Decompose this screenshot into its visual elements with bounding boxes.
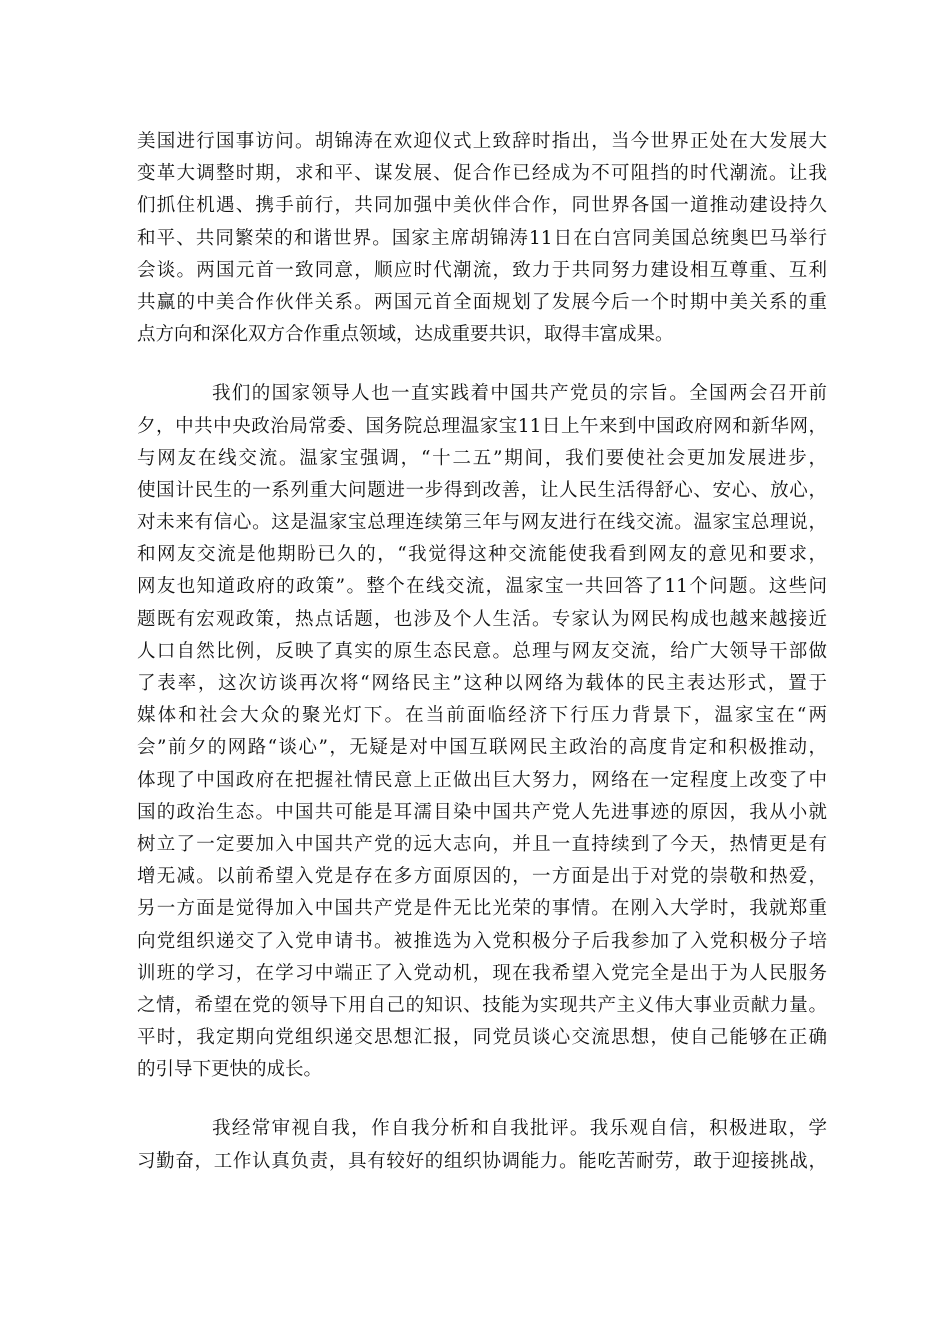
- paragraph-1: [137, 126, 827, 351]
- text-line: 变革大调整时期，求和平、谋发展、促合作已经成为不可阻挡的时代潮流。让我: [137, 163, 827, 185]
- text-line: 和网友交流是他期盼已久的，“我觉得这种交流能使我看到网友的意见和要求，: [137, 544, 827, 566]
- text-line: 共赢的中美合作伙伴关系。两国元首全面规划了发展今后一个时期中美关系的重: [137, 291, 827, 313]
- text-line: 增无减。以前希望入党是存在多方面原因的，一方面是出于对党的崇敬和热爱，: [137, 866, 827, 888]
- text-line: 的引导下更快的成长。: [137, 1059, 323, 1081]
- text-line: 习勤奋，工作认真负责，具有较好的组织协调能力。能吃苦耐劳，敢于迎接挑战，: [137, 1150, 827, 1172]
- text-line: 使国计民生的一系列重大问题进一步得到改善，让人民生活得舒心、安心、放心，: [137, 479, 827, 501]
- paragraph-3: [137, 1113, 827, 1177]
- text-line: 会”前夕的网路“谈心”，无疑是对中国互联网民主政治的高度肯定和积极推动，: [137, 737, 827, 759]
- text-line: 会谈。两国元首一致同意，顺应时代潮流，致力于共同努力建设相互尊重、互利: [137, 259, 827, 281]
- text-line: 对未来有信心。这是温家宝总理连续第三年与网友进行在线交流。温家宝总理说，: [137, 512, 827, 534]
- paragraph-2: [137, 378, 827, 1086]
- text-line: 之情，希望在党的领导下用自己的知识、技能为实现共产主义伟大事业贡献力量。: [137, 994, 827, 1016]
- text-line: 美国进行国事访问。胡锦涛在欢迎仪式上致辞时指出，当今世界正处在大发展大: [137, 131, 827, 152]
- text-line: 体现了中国政府在把握社情民意上正做出巨大努力，网络在一定程度上改变了中: [137, 769, 827, 791]
- text-line: 训班的学习，在学习中端正了入党动机，现在我希望入党完全是出于为人民服务: [137, 962, 827, 984]
- text-line: 和平、共同繁荣的和谐世界。国家主席胡锦涛11日在白宫同美国总统奥巴马举行: [137, 227, 827, 249]
- text-line: 平时，我定期向党组织递交思想汇报，同党员谈心交流思想，使自己能够在正确: [137, 1027, 827, 1049]
- text-line: 点方向和深化双方合作重点领域，达成重要共识，取得丰富成果。: [137, 324, 674, 346]
- text-line: 网友也知道政府的政策”。整个在线交流，温家宝一共回答了11个问题。这些问: [137, 576, 827, 598]
- text-line: 了表率，这次访谈再次将“网络民主”这种以网络为载体的民主表达形式，置于: [137, 673, 827, 694]
- text-line: 们抓住机遇、携手前行，共同加强中美伙伴合作，同世界各国一道推动建设持久: [137, 195, 827, 217]
- text-line: 向党组织递交了入党申请书。被推选为入党积极分子后我参加了入党积极分子培: [137, 930, 827, 952]
- text-line: 媒体和社会大众的聚光灯下。在当前面临经济下行压力背景下，温家宝在“两: [137, 705, 827, 727]
- text-line: 国的政治生态。中国共可能是耳濡目染中国共产党人先进事迹的原因，我从小就: [137, 801, 827, 823]
- document-body: [137, 126, 827, 1205]
- text-line: 树立了一定要加入中国共产党的远大志向，并且一直持续到了今天，热情更是有: [137, 833, 827, 855]
- text-line: 我们的国家领导人也一直实践着中国共产党员的宗旨。全国两会召开前: [212, 383, 827, 405]
- text-line: 夕，中共中央政治局常委、国务院总理温家宝11日上午来到中国政府网和新华网，: [137, 415, 827, 437]
- text-line: 另一方面是觉得加入中国共产党是件无比光荣的事情。在刚入大学时，我就郑重: [137, 898, 827, 920]
- text-line: 与网友在线交流。温家宝强调，“十二五”期间，我们要使社会更加发展进步，: [137, 447, 827, 469]
- text-line: 题既有宏观政策，热点话题，也涉及个人生活。专家认为网民构成也越来越接近: [137, 608, 827, 630]
- text-line: 我经常审视自我，作自我分析和自我批评。我乐观自信，积极进取，学: [212, 1118, 827, 1140]
- text-line: 人口自然比例，反映了真实的原生态民意。总理与网友交流，给广大领导干部做: [137, 640, 827, 662]
